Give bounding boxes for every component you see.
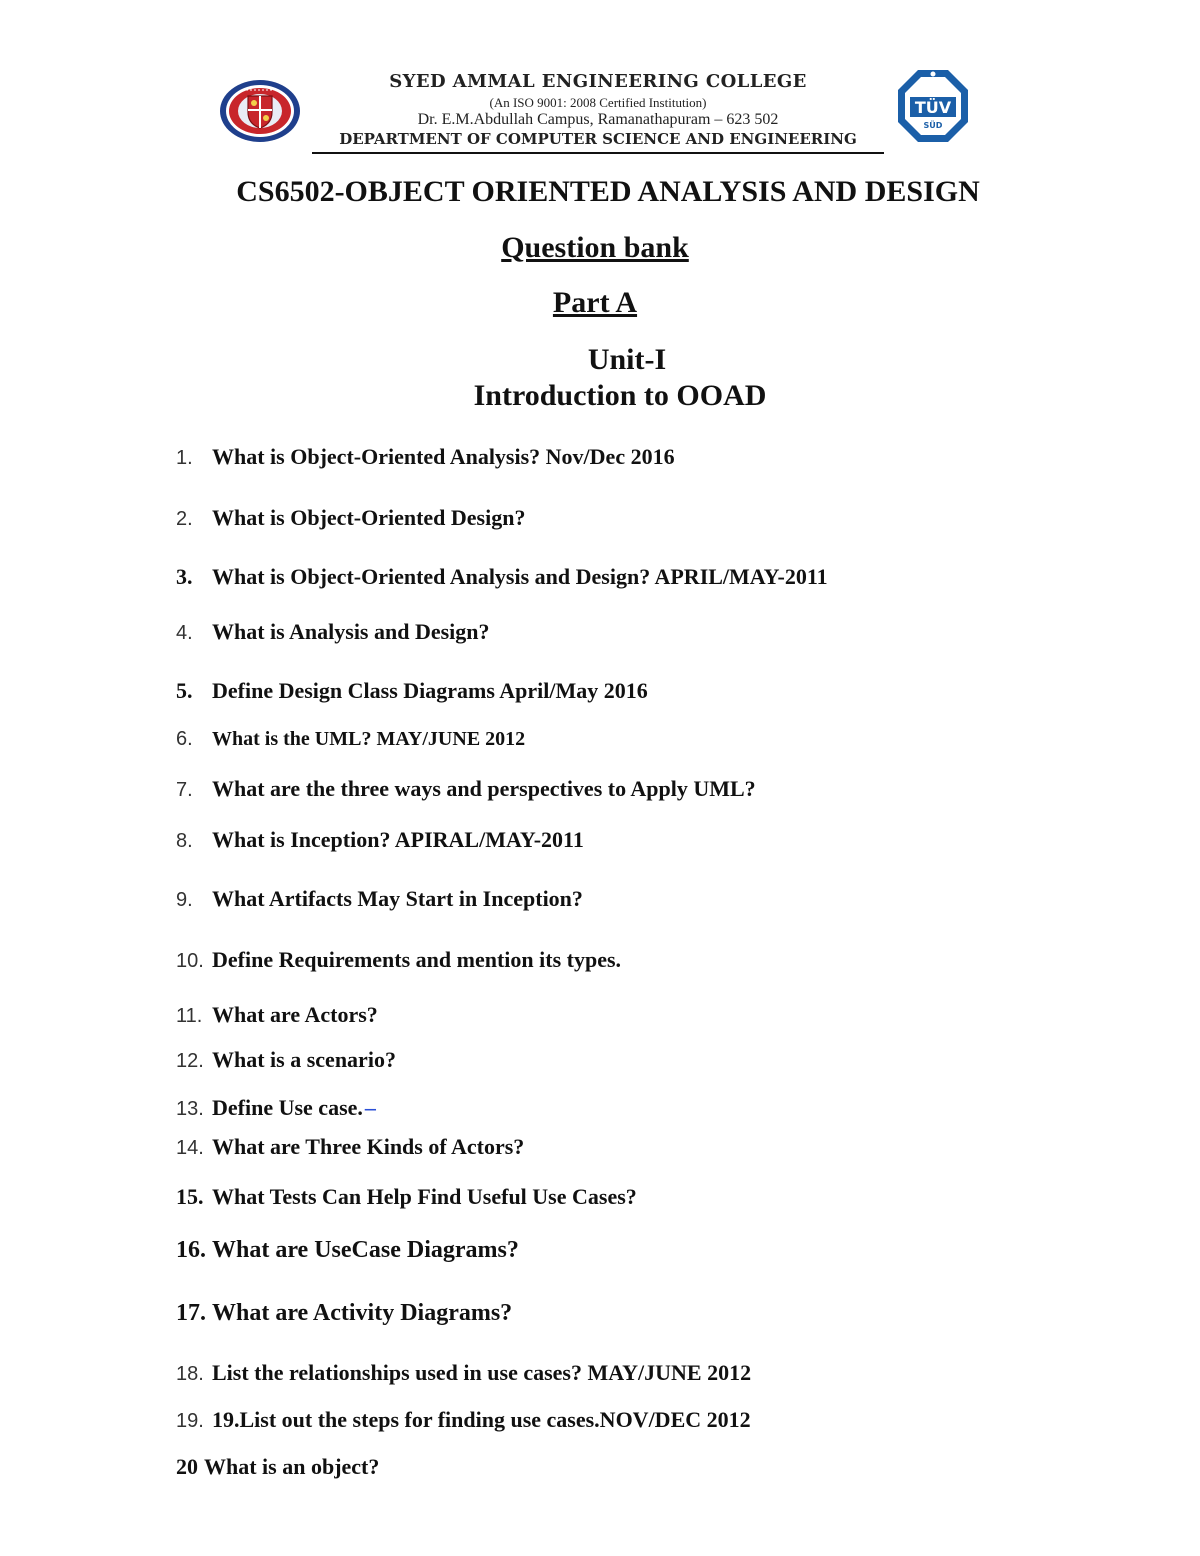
question-number: 18. bbox=[176, 1363, 204, 1385]
question-number: 12. bbox=[176, 1050, 204, 1072]
question-text: What are Actors? bbox=[212, 1002, 378, 1027]
question-text: What is Object-Oriented Analysis and Design? APRIL/MAY-2011 bbox=[212, 564, 828, 589]
question-text: Define Requirements and mention its types. bbox=[212, 947, 622, 972]
question-item bbox=[176, 617, 490, 647]
question-number: 16. bbox=[176, 1237, 206, 1263]
question-item bbox=[176, 884, 583, 914]
question-number: 9. bbox=[176, 889, 193, 911]
question-text: What Artifacts May Start in Inception? bbox=[212, 886, 583, 911]
question-item bbox=[176, 774, 756, 804]
question-item bbox=[176, 1452, 379, 1482]
question-item bbox=[176, 1093, 376, 1123]
college-address: Dr. E.M.Abdullah Campus, Ramanathapuram – 623 502 bbox=[417, 111, 779, 128]
college-certification: (An ISO 9001: 2008 Certified Institution) bbox=[489, 95, 707, 110]
question-text: What is Inception? APIRAL/MAY-2011 bbox=[212, 827, 584, 852]
college-crest-icon bbox=[218, 78, 302, 144]
question-item bbox=[176, 723, 525, 753]
question-text: Define Use case. bbox=[212, 1095, 363, 1120]
question-text: Define Design Class Diagrams April/May 2016 bbox=[212, 678, 648, 703]
tuv-logo-subtext: SÜD bbox=[923, 121, 943, 130]
question-text: What is Analysis and Design? bbox=[212, 619, 490, 644]
question-text: What are Three Kinds of Actors? bbox=[212, 1134, 525, 1159]
question-item bbox=[176, 503, 525, 533]
unit-heading: Unit-I bbox=[587, 343, 667, 376]
question-text: What is Object-Oriented Analysis? Nov/Dec 2016 bbox=[212, 444, 675, 469]
question-number: 10. bbox=[176, 950, 204, 972]
tuv-logo-text: TÜV bbox=[914, 98, 952, 117]
question-text: What are the three ways and perspectives to Apply UML? bbox=[212, 776, 756, 801]
question-item bbox=[176, 1132, 524, 1162]
question-item bbox=[176, 676, 648, 706]
question-item bbox=[176, 442, 675, 472]
question-number: 5. bbox=[176, 678, 193, 703]
question-number: 20 bbox=[176, 1454, 198, 1479]
unit-subtitle: Introduction to OOAD bbox=[473, 379, 767, 412]
question-item bbox=[176, 562, 828, 592]
question-text: What is an object? bbox=[204, 1454, 380, 1479]
question-text: What are UseCase Diagrams? bbox=[212, 1237, 519, 1263]
question-item bbox=[176, 1000, 378, 1030]
question-number: 8. bbox=[176, 830, 193, 852]
question-number: 19. bbox=[176, 1410, 204, 1432]
question-number: 2. bbox=[176, 508, 193, 530]
question-number: 7. bbox=[176, 779, 193, 801]
question-item bbox=[176, 945, 621, 975]
question-text: List the relationships used in use cases? MAY/JUNE 2012 bbox=[212, 1360, 752, 1385]
question-text: What Tests Can Help Find Useful Use Cases? bbox=[212, 1184, 637, 1209]
question-text: What is a scenario? bbox=[212, 1047, 396, 1072]
question-number: 3. bbox=[176, 564, 193, 589]
question-text: What are Activity Diagrams? bbox=[212, 1300, 513, 1326]
question-number: 13. bbox=[176, 1098, 204, 1120]
question-number: 11. bbox=[176, 1005, 203, 1027]
question-item bbox=[176, 825, 584, 855]
question-number: 4. bbox=[176, 622, 193, 644]
department-name: DEPARTMENT OF COMPUTER SCIENCE AND ENGINEERING bbox=[312, 129, 884, 154]
question-item bbox=[176, 1358, 751, 1388]
question-item bbox=[176, 1045, 396, 1075]
college-name: SYED AMMAL ENGINEERING COLLEGE bbox=[389, 71, 807, 92]
question-number: 6. bbox=[176, 728, 193, 750]
part-heading: Part A bbox=[552, 286, 638, 319]
question-item bbox=[176, 1235, 519, 1265]
college-header bbox=[312, 70, 884, 154]
course-title: CS6502-OBJECT ORIENTED ANALYSIS AND DESIGN bbox=[236, 175, 980, 208]
question-text: What is the UML? MAY/JUNE 2012 bbox=[212, 728, 526, 750]
question-bank-heading: Question bank bbox=[501, 231, 689, 264]
question-mark-dash: – bbox=[364, 1095, 376, 1120]
question-number: 14. bbox=[176, 1137, 204, 1159]
question-item bbox=[176, 1182, 637, 1212]
question-text: What is Object-Oriented Design? bbox=[212, 505, 526, 530]
question-item bbox=[176, 1298, 512, 1328]
question-number: 15. bbox=[176, 1184, 204, 1209]
question-text: 19.List out the steps for finding use cases.NOV/DEC 2012 bbox=[212, 1407, 751, 1432]
question-number: 17. bbox=[176, 1300, 206, 1326]
tuv-sud-certification-icon bbox=[896, 68, 970, 144]
question-item bbox=[176, 1405, 751, 1435]
question-number: 1. bbox=[176, 447, 193, 469]
